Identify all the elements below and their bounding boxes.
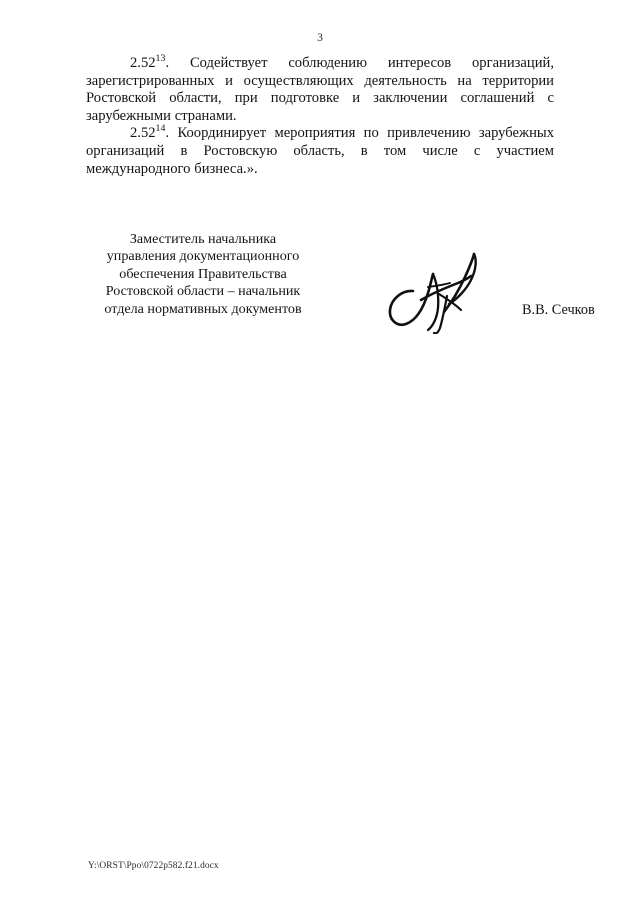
signatory-title — [86, 231, 320, 318]
signatory-title-line-5: отдела нормативных документов — [104, 300, 302, 317]
clause-number-superscript: 14 — [155, 123, 166, 135]
handwritten-signature-icon — [381, 250, 491, 334]
clause-number-base: 2.52 — [130, 55, 156, 71]
paragraph-text: . Координирует мероприятия по привлечению зарубежных организаций в Ростовскую область, в том числе с участием международного бизнеса.». — [86, 125, 554, 177]
signatory-title-line-1: Заместитель начальника — [129, 231, 277, 247]
paragraph-2-52-14 — [86, 125, 554, 178]
paragraph-text: . Содействует соблюдению интересов организаций, зарегистрированных и осуществляющих деятельность на территории Ростовской области, при подготовке и заключении соглашений с зарубежными странами. — [86, 55, 554, 124]
clause-number-superscript: 13 — [155, 53, 166, 65]
paragraph-2-52-13 — [86, 55, 554, 125]
page-number: 3 — [317, 32, 323, 44]
signatory-title-line-3: обеспечения Правительства — [119, 265, 287, 282]
document-body — [86, 55, 554, 178]
footer-file-path: Y:\ORST\Ppo\0722p582.f21.docx — [88, 861, 219, 871]
signatory-title-line-4: Ростовской области – начальник — [105, 283, 301, 300]
signer-name: В.В. Сечков — [522, 302, 595, 318]
signatory-title-line-2: управления документационного — [106, 248, 300, 265]
clause-number-base: 2.52 — [130, 125, 156, 142]
